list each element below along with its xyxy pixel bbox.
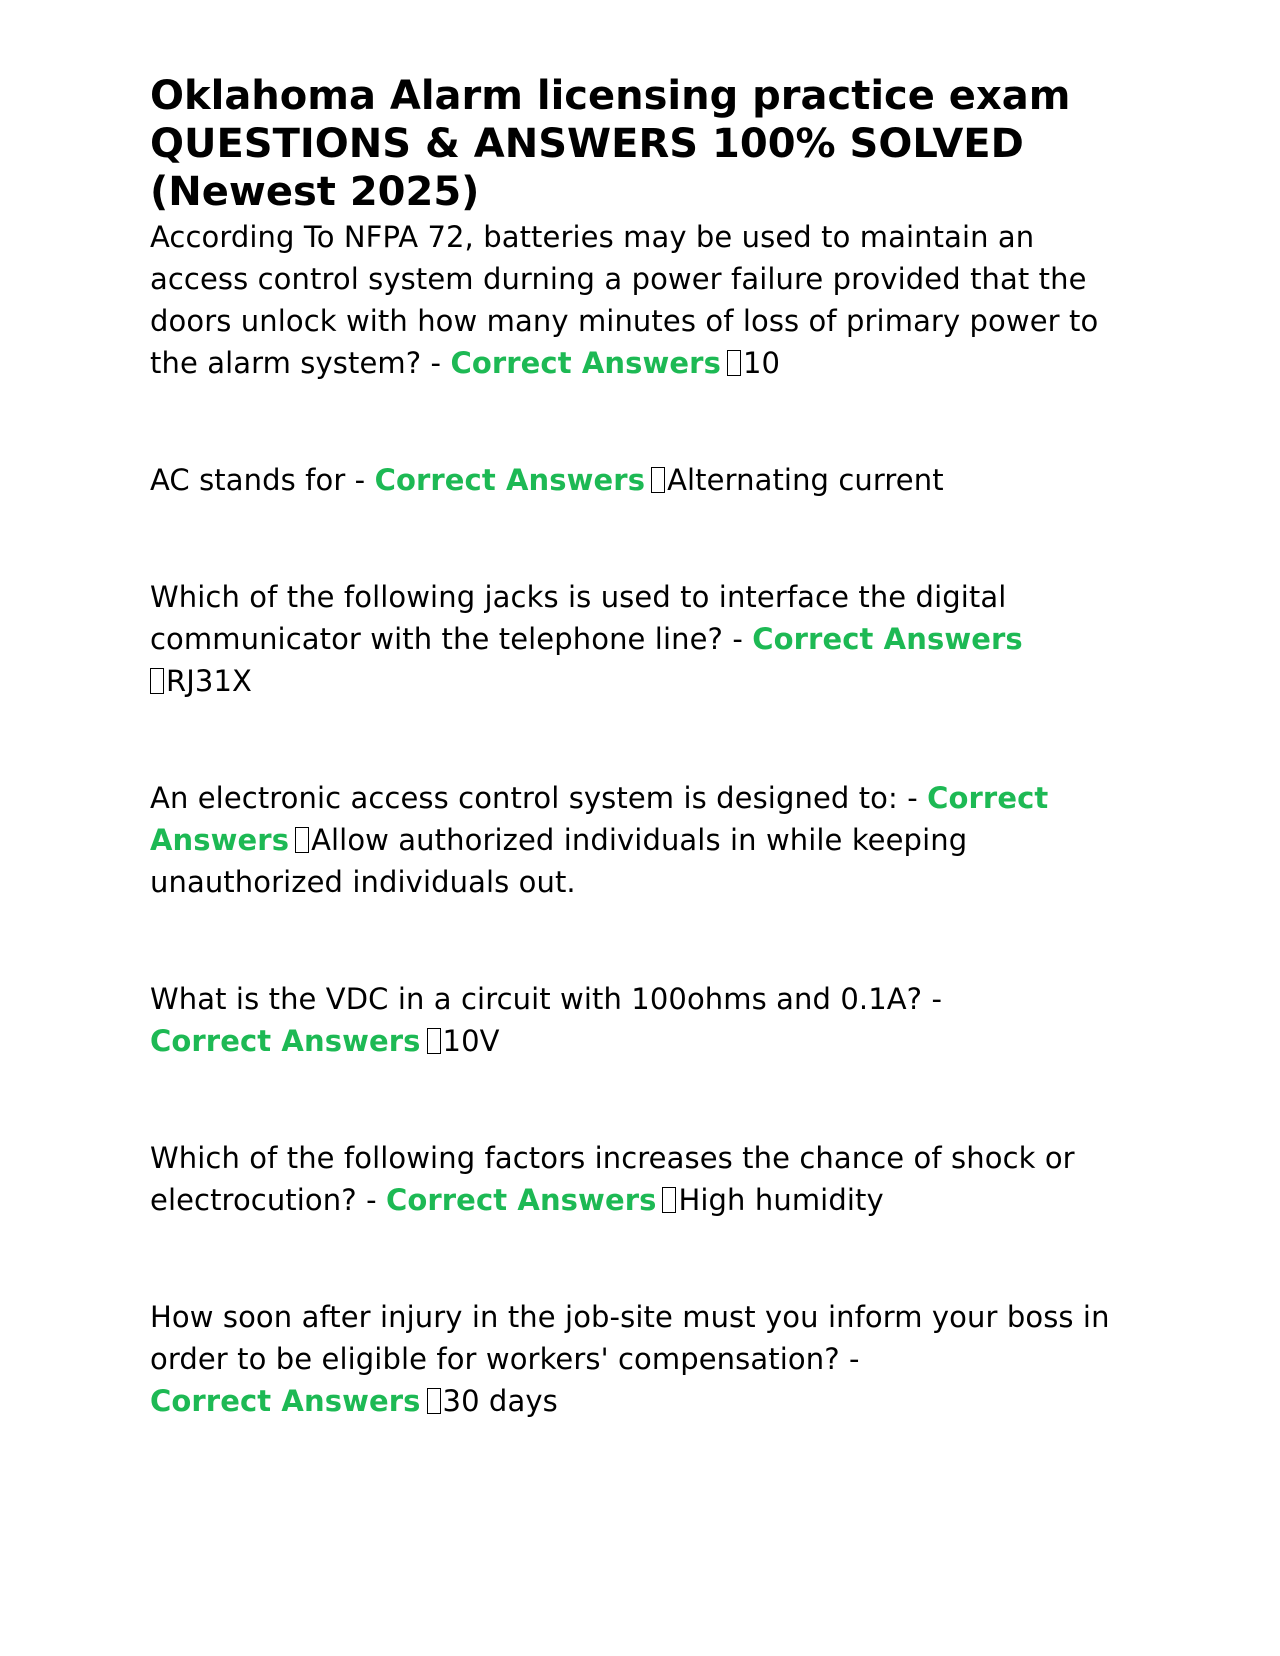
question-text: An electronic access control system is designed to: - [150,781,918,815]
missing-glyph-box-icon [427,1028,441,1054]
correct-answers-label: Correct Answers [752,622,1023,656]
document-title: Oklahoma Alarm licensing practice exam QUESTIONS & ANSWERS 100% SOLVED (Newest 2025) [150,73,1071,215]
question-text: What is the VDC in a circuit with 100ohms and 0.1A? - [150,982,943,1016]
answer-text: Alternating current [667,463,944,497]
qa-item [150,459,1135,501]
qa-item [150,777,1135,903]
correct-answers-label: Correct Answers [450,346,721,380]
answer-text: High humidity [678,1183,884,1217]
missing-glyph-box-icon [651,467,665,493]
correct-answers-label: Correct Answers [385,1183,657,1217]
answer-text: 10 [742,346,781,380]
qa-item [150,576,1135,702]
question-text: Which of the following factors increases the chance of shock or electrocution? - [150,1141,1075,1217]
question-text: According To NFPA 72, batteries may be used to maintain an access control system durning a power failure provided that the doors unlock with how many minutes of loss of primary power to the alarm system? - [150,220,1099,380]
correct-answers-label: Correct Answers [374,463,646,497]
qa-list [150,216,1135,1422]
missing-glyph-box-icon [150,668,164,694]
missing-glyph-box-icon [662,1187,676,1213]
qa-item [150,1296,1135,1422]
correct-answers-label: Correct Answers [150,1384,421,1418]
answer-text: Allow authorized individuals in while keeping unauthorized individuals out. [150,823,968,899]
question-text: AC stands for - [150,463,366,497]
qa-item [150,216,1135,384]
answer-text: 30 days [442,1384,558,1418]
correct-answers-label: Correct Answers [150,781,1049,857]
answer-text: RJ31X [166,664,252,698]
missing-glyph-box-icon [727,350,741,376]
qa-item [150,978,1135,1062]
missing-glyph-box-icon [295,827,309,853]
missing-glyph-box-icon [427,1388,441,1414]
question-text: How soon after injury in the job-site must you inform your boss in order to be eligible for workers' compensation? - [150,1300,1110,1376]
answer-text: 10V [442,1024,500,1058]
question-text: Which of the following jacks is used to interface the digital communicator with the telephone line? - [150,580,1007,656]
document-page [150,72,1135,1422]
correct-answers-label: Correct Answers [150,1024,421,1058]
qa-item [150,1137,1135,1221]
